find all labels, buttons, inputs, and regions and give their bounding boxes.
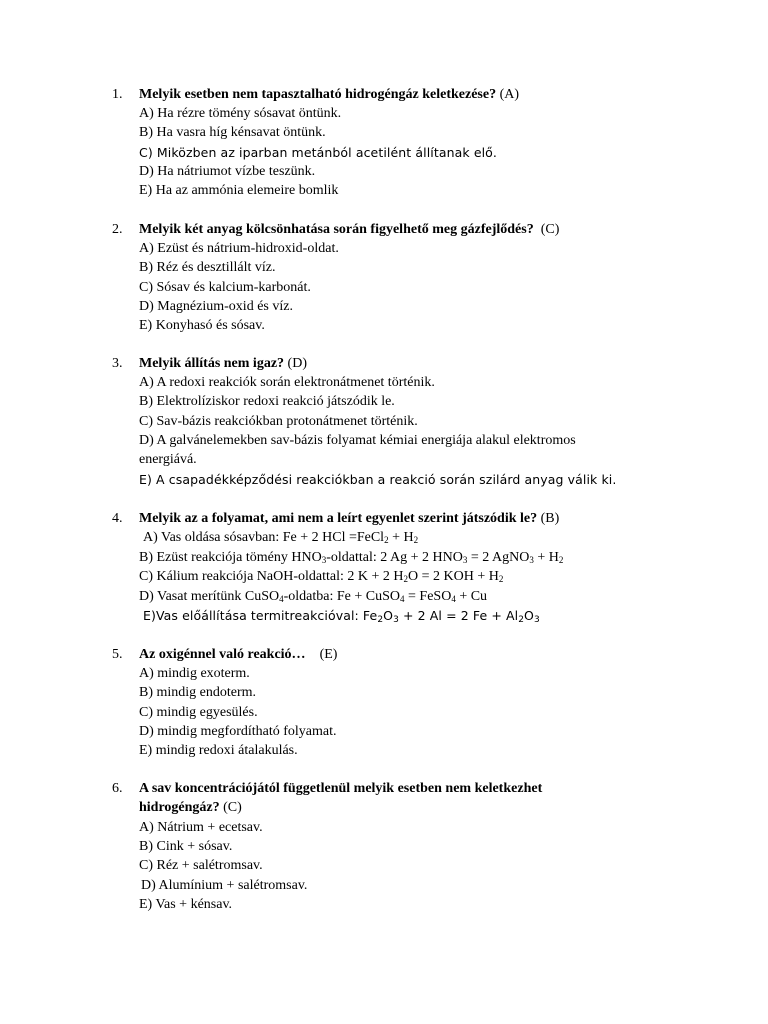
formula-text: B) Ezüst reakciója tömény HNO [139, 550, 322, 565]
option-d: D) mindig megfordítható folyamat. [139, 724, 337, 739]
question-number: 5. [112, 647, 123, 662]
answer-key: (C) [540, 222, 560, 237]
option-a: A) Ezüst és nátrium-hidroxid-oldat. [139, 241, 339, 256]
formula-text: D) Vasat merítünk CuSO [139, 589, 280, 604]
question-number: 2. [112, 222, 123, 237]
option-b [139, 548, 563, 568]
option-b: B) Réz és desztillált víz. [139, 260, 276, 275]
option-e: E) A csapadékképződési reakciókban a reakció során szilárd anyag válik ki. [139, 472, 617, 487]
answer-key: (E) [319, 647, 338, 662]
subscript: 4 [279, 594, 284, 604]
answer-key: (A) [499, 87, 520, 102]
option-d-continued: energiává. [139, 452, 197, 467]
option-e: E) mindig redoxi átalakulás. [139, 743, 298, 758]
option-d: D) Magnézium-oxid és víz. [139, 299, 293, 314]
option-a: A) Nátrium + ecetsav. [139, 820, 263, 835]
formula-text: + 2 Al = 2 Fe + Al [398, 608, 519, 623]
question-stem: Melyik az a folyamat, ami nem a leírt egyenlet szerint játszódik le? [139, 511, 538, 526]
subscript: 3 [533, 615, 540, 625]
subscript: 2 [518, 615, 525, 625]
subscript: 2 [498, 574, 504, 584]
formula-text: O [524, 608, 534, 623]
option-a [143, 528, 418, 548]
formula-text: C) Kálium reakciója NaOH-oldattal: 2 K + 2 H [139, 569, 404, 584]
question-text [139, 645, 337, 665]
option-b: B) Elektrolíziskor redoxi reakció játszódik le. [139, 394, 395, 409]
option-b: B) mindig endoterm. [139, 685, 257, 700]
subscript: 4 [400, 594, 405, 604]
question-number: 3. [112, 356, 123, 371]
question-text [139, 354, 307, 374]
question-text [139, 220, 559, 240]
option-e: E) Vas + kénsav. [139, 897, 233, 912]
question-text [139, 509, 559, 529]
option-d: D) A galvánelemekben sav-bázis folyamat kémiai energiája alakul elektromos [139, 433, 576, 448]
formula-text: A) Vas oldása sósavban: Fe + 2 HCl =FeCl [143, 530, 385, 545]
option-c: C) Miközben az iparban metánból acetilént állítanak elő. [139, 145, 498, 160]
option-e [143, 606, 540, 626]
answer-key: (C) [223, 800, 242, 815]
option-a: A) Ha rézre tömény sósavat öntünk. [139, 106, 342, 121]
question-number: 4. [112, 511, 123, 526]
option-b: B) Cink + sósav. [139, 839, 233, 854]
question-stem-continued: hidrogéngáz? [139, 800, 220, 815]
question-stem: A sav koncentrációjától függetlenül melyik esetben nem keletkezhet [139, 781, 543, 796]
subscript: 2 [377, 615, 384, 625]
option-c: C) Sav-bázis reakciókban protonátmenet történik. [139, 414, 418, 429]
option-c: C) Réz + salétromsav. [139, 858, 263, 873]
answer-key: (D) [287, 356, 307, 371]
question-stem: Melyik két anyag kölcsönhatása során figyelhető meg gázfejlődés? [139, 222, 534, 237]
formula-text: = 2 AgNO [467, 550, 530, 565]
option-e: E) Konyhasó és sósav. [139, 318, 265, 333]
option-a: A) mindig exoterm. [139, 666, 250, 681]
formula-text: + H [533, 550, 559, 565]
subscript: 4 [451, 594, 456, 604]
option-c [139, 567, 503, 587]
question-number: 1. [112, 87, 123, 102]
subscript: 3 [393, 615, 399, 625]
formula-text: + Cu [455, 589, 488, 604]
option-e: E) Ha az ammónia elemeire bomlik [139, 183, 339, 198]
option-c: C) mindig egyesülés. [139, 705, 258, 720]
question-stem: Melyik állítás nem igaz? [139, 356, 285, 371]
subscript: 2 [413, 535, 419, 545]
option-d: D) Ha nátriumot vízbe teszünk. [139, 164, 316, 179]
option-d: D) Alumínium + salétromsav. [141, 878, 308, 893]
formula-text: O [383, 608, 394, 623]
subscript: 3 [462, 555, 468, 565]
formula-text: = FeSO [404, 589, 452, 604]
option-b: B) Ha vasra híg kénsavat öntünk. [139, 125, 326, 140]
question-stem: Az oxigénnel való reakció… [139, 647, 306, 662]
subscript: 2 [403, 574, 408, 584]
subscript: 3 [529, 555, 534, 565]
question-stem: Melyik esetben nem tapasztalható hidrogéngáz keletkezése? [139, 87, 497, 102]
option-d [139, 587, 487, 607]
formula-text: E)Vas előállítása termitreakcióval: Fe [143, 608, 378, 623]
option-a: A) A redoxi reakciók során elektronátmenet történik. [139, 375, 435, 390]
formula-text: -oldattal: 2 Ag + 2 HNO [326, 550, 463, 565]
subscript: 3 [321, 555, 327, 565]
subscript: 2 [384, 535, 389, 545]
formula-text: + H [388, 530, 414, 545]
question-text [139, 85, 519, 105]
question-number: 6. [112, 781, 123, 796]
formula-text: O = 2 KOH + H [408, 569, 499, 584]
subscript: 2 [558, 555, 564, 565]
answer-key: (B) [540, 511, 560, 526]
formula-text: -oldatba: Fe + CuSO [283, 589, 401, 604]
question-text [139, 798, 242, 818]
option-c: C) Sósav és kalcium-karbonát. [139, 280, 311, 295]
